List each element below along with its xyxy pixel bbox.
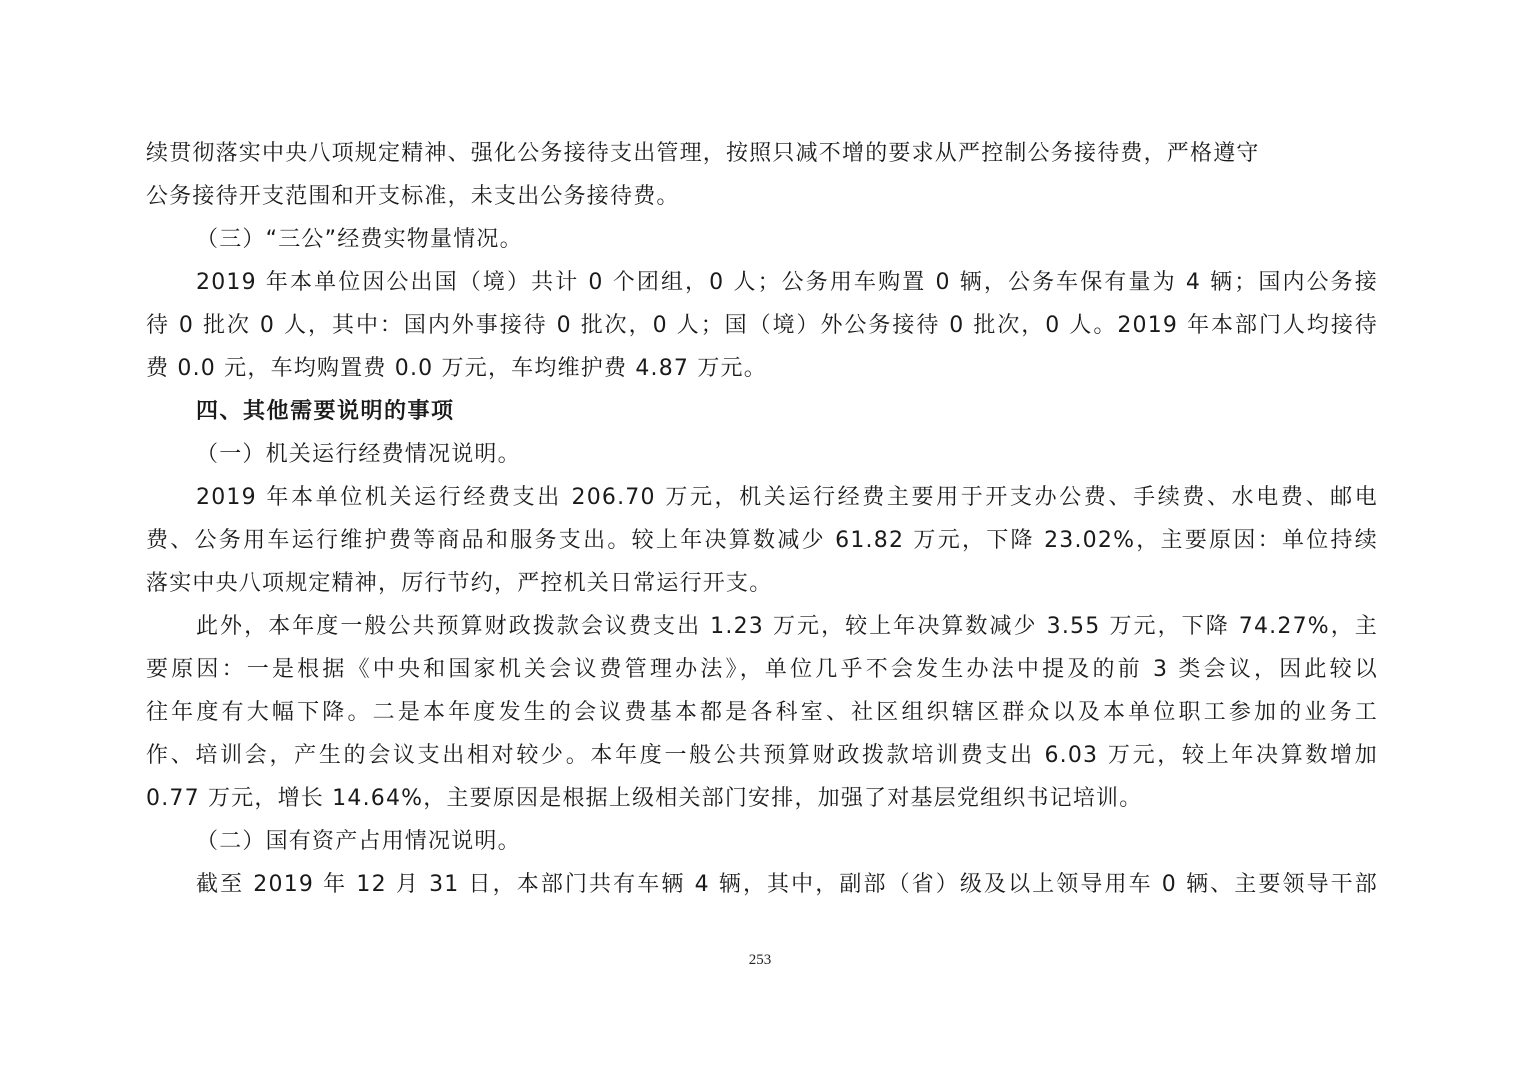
section-heading: 四、其他需要说明的事项 (196, 399, 455, 424)
text-line: 截至 2019 年 12 月 31 日，本部门共有车辆 4 辆，其中，副部（省）级及以上领导用车 0 辆、主要领导干部 (196, 872, 1378, 897)
body-text (146, 132, 1378, 906)
text-line: 要原因：一是根据《中央和国家机关会议费管理办法》，单位几乎不会发生办法中提及的前 3 类会议，因此较以 (146, 657, 1378, 682)
subsection-heading: （三）“三公”经费实物量情况。 (196, 227, 523, 252)
subsection-heading: （二）国有资产占用情况说明。 (196, 829, 521, 854)
text-line: 此外，本年度一般公共预算财政拨款会议费支出 1.23 万元，较上年决算数减少 3.55 万元，下降 74.27%，主 (196, 614, 1378, 639)
subsection-heading: （一）机关运行经费情况说明。 (196, 442, 521, 467)
text-line: 0.77 万元，增长 14.64%，主要原因是根据上级相关部门安排，加强了对基层党组织书记培训。 (146, 786, 1143, 811)
text-line: 续贯彻落实中央八项规定精神、强化公务接待支出管理，按照只减不增的要求从严控制公务接待费，严格遵守 (146, 141, 1260, 166)
text-line: 作、培训会，产生的会议支出相对较少。本年度一般公共预算财政拨款培训费支出 6.03 万元，较上年决算数增加 (146, 743, 1378, 768)
page-number: 253 (748, 952, 772, 968)
text-line: 公务接待开支范围和开支标准，未支出公务接待费。 (146, 184, 680, 209)
text-line: 费 0.0 元，车均购置费 0.0 万元，车均维护费 4.87 万元。 (146, 356, 767, 381)
text-line: 2019 年本单位机关运行经费支出 206.70 万元，机关运行经费主要用于开支办公费、手续费、水电费、邮电 (196, 485, 1378, 510)
text-line: 费、公务用车运行维护费等商品和服务支出。较上年决算数减少 61.82 万元，下降 23.02%，主要原因：单位持续 (146, 528, 1378, 553)
text-line: 2019 年本单位因公出国（境）共计 0 个团组，0 人；公务用车购置 0 辆，公务车保有量为 4 辆；国内公务接 (196, 270, 1378, 295)
text-line: 待 0 批次 0 人，其中：国内外事接待 0 批次，0 人；国（境）外公务接待 0 批次，0 人。2019 年本部门人均接待 (146, 313, 1378, 338)
text-line: 往年度有大幅下降。二是本年度发生的会议费基本都是各科室、社区组织辖区群众以及本单位职工参加的业务工 (146, 700, 1378, 725)
text-line: 落实中央八项规定精神，厉行节约，严控机关日常运行开支。 (146, 571, 773, 596)
